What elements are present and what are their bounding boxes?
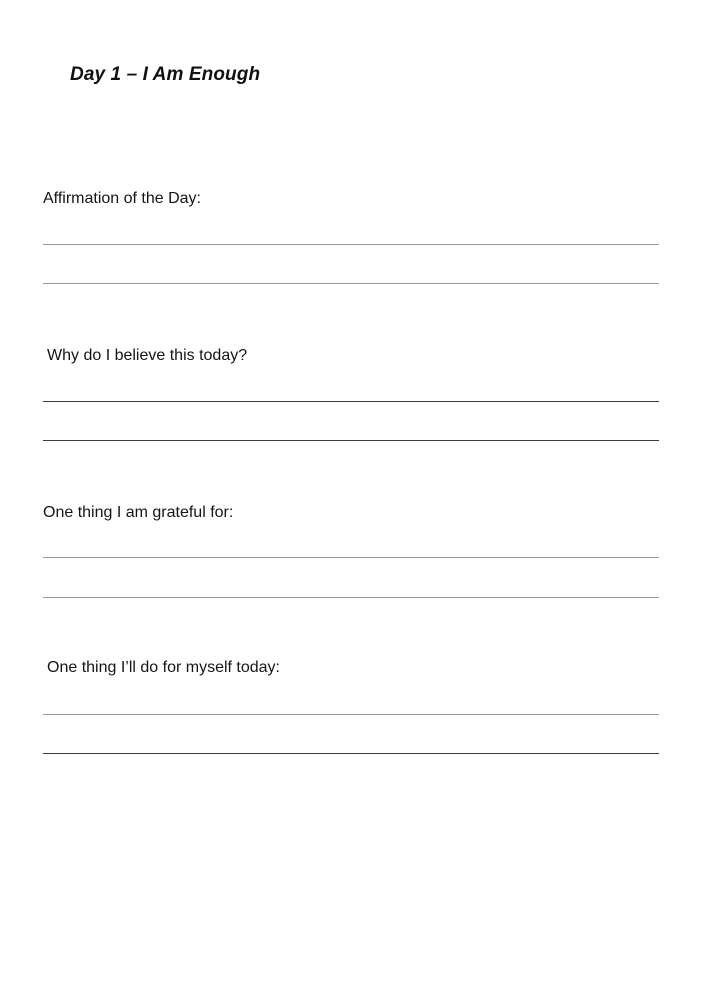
affirmation-line-1[interactable]	[43, 244, 659, 245]
affirmation-prompt: Affirmation of the Day:	[43, 190, 201, 207]
page-title: Day 1 – I Am Enough	[70, 64, 261, 85]
self-care-line-2[interactable]	[43, 753, 659, 754]
gratitude-line-2[interactable]	[43, 597, 659, 598]
belief-prompt: Why do I believe this today?	[47, 347, 248, 364]
belief-line-2[interactable]	[43, 440, 659, 441]
affirmation-line-2[interactable]	[43, 283, 659, 284]
belief-line-1[interactable]	[43, 401, 659, 402]
self-care-prompt: One thing I’ll do for myself today:	[47, 659, 280, 676]
self-care-line-1[interactable]	[43, 714, 659, 715]
gratitude-line-1[interactable]	[43, 557, 659, 558]
gratitude-prompt: One thing I am grateful for:	[43, 504, 234, 521]
